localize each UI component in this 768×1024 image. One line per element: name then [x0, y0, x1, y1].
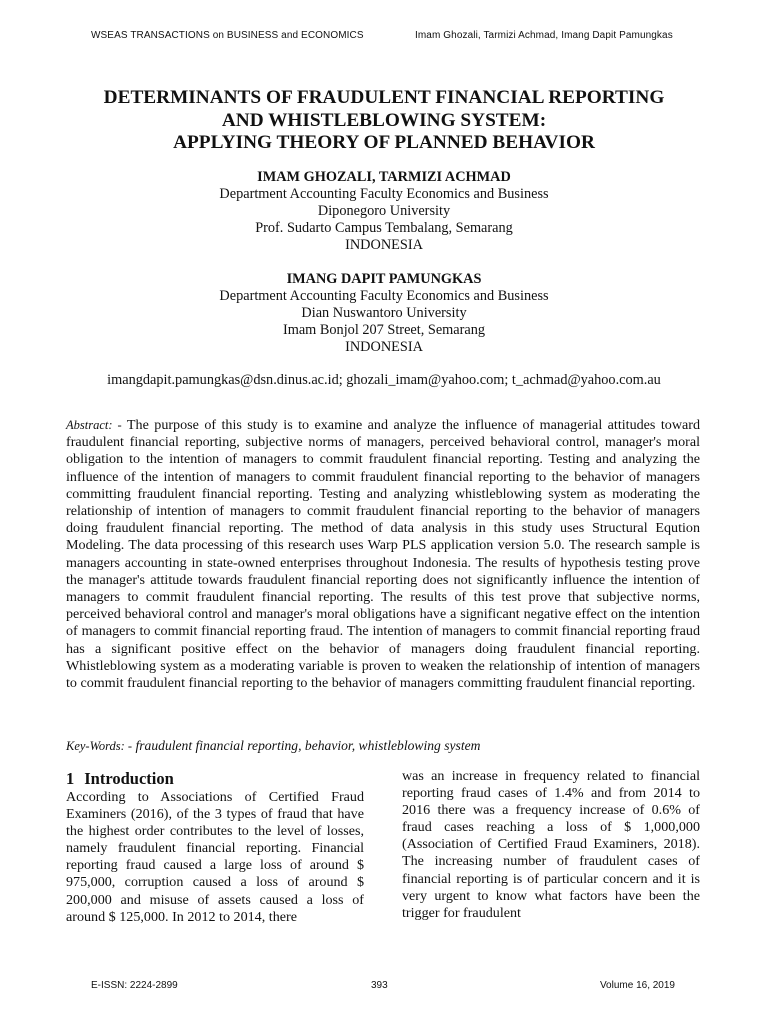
section-title: Introduction — [84, 769, 174, 788]
section-number: 1 — [66, 769, 75, 788]
author-university: Diponegoro University — [317, 203, 451, 219]
intro-paragraph-left: According to Associations of Certified Fraud Examiners (2016), of the 3 types of fraud that have the highest order contributes to the level of losses, namely fraudulent financial reporting. Financial reporting fraud caused a large loss of around $ 975,000, corruption caused a loss of around $ 200,000 and misuse of assets caused a loss of around $ 125,000. In 2012 to 2014, there — [66, 789, 364, 925]
author-address: Imam Bonjol 207 Street, Semarang — [282, 322, 486, 338]
author-name: IMANG DAPIT PAMUNGKAS — [286, 271, 482, 287]
title-line-1: DETERMINANTS OF FRAUDULENT FINANCIAL REPORTING — [103, 87, 665, 108]
keywords-text: fraudulent financial reporting, behavior, whistleblowing system — [135, 738, 481, 753]
author-country: INDONESIA — [345, 339, 423, 355]
footer-issn: E-ISSN: 2224-2899 — [91, 980, 178, 991]
intro-paragraph-right: was an increase in frequency related to financial reporting fraud cases of 1.4% and from 2014 to 2016 there was a frequency increase of 0.6% of fraud cases reaching a loss of $ 1,000,000 (Association of Certified Fraud Examiners, 2018). The increasing number of fraudulent cases of financial reporting is of particular concern and it is very urgent to know what factors have been the trigger for fraudulent — [402, 768, 700, 921]
page-number: 393 — [371, 980, 388, 991]
paper-title — [60, 87, 708, 155]
keywords — [66, 738, 700, 754]
author-emails: imangdapit.pamungkas@dsn.dinus.ac.id; ghozali_imam@yahoo.com; t_achmad@yahoo.com.au — [107, 372, 661, 388]
author-department: Department Accounting Faculty Economics and Business — [219, 186, 549, 202]
abstract — [66, 417, 700, 692]
running-head-authors: Imam Ghozali, Tarmizi Achmad, Imang Dapit Pamungkas — [415, 30, 673, 41]
author-block-2 — [60, 271, 708, 356]
body-column-left — [66, 769, 364, 926]
body-column-right — [402, 768, 700, 922]
abstract-label: Abstract: - — [66, 418, 122, 432]
keywords-label: Key-Words: - — [66, 739, 133, 753]
abstract-text: The purpose of this study is to examine and analyze the influence of managerial attitudes toward fraudulent financial reporting, subjective norms of managers, perceived behavioral control, manager's moral obligation to the intention of managers to commit fraudulent financial reporting. Testing and analyzing the influence of the intention of managers to commit fraudulent financial reporting to the behavior of managers committing fraudulent financial reporting. Testing and analyzing whistleblowing system as moderating the relationship of intention of managers to commit fraudulent financial reporting to the behavior of managers doing fraudulent financial reporting. The method of data analysis in this study uses Structural Eqution Modeling. The data processing of this research uses Warp PLS application version 5.0. The research sample is managers accounting in state-owned enterprises throughout Indonesia. The results of hypothesis testing prove the manager's attitude towards fraudulent financial reporting does not significantly influence the intention of managers to commit fraudulent financial reporting. The results of this test prove that subjective norms, perceived behavioral control and manager's moral obligations have a significant negative effect on the intention of managers to commit financial reporting fraud. The intention of managers to commit financial reporting fraud has a significant positive effect on the behavior of managers doing fraudulent financial reporting. Whistleblowing system as a moderating variable is proven to weaken the relationship of intention of managers to commit fraudulent financial reporting to the behavior of managers committing fraudulent financial reporting. — [66, 417, 700, 692]
author-department: Department Accounting Faculty Economics and Business — [219, 288, 549, 304]
journal-name: WSEAS TRANSACTIONS on BUSINESS and ECONOMICS — [91, 30, 364, 41]
author-name: IMAM GHOZALI, TARMIZI ACHMAD — [257, 169, 511, 185]
author-country: INDONESIA — [345, 237, 423, 253]
title-line-3: APPLYING THEORY OF PLANNED BEHAVIOR — [173, 132, 595, 153]
author-block-1 — [60, 169, 708, 254]
author-address: Prof. Sudarto Campus Tembalang, Semarang — [255, 220, 513, 236]
section-heading — [66, 769, 364, 789]
footer-volume: Volume 16, 2019 — [599, 980, 675, 991]
author-university: Dian Nuswantoro University — [301, 305, 467, 321]
title-line-2: AND WHISTLEBLOWING SYSTEM: — [221, 109, 547, 131]
